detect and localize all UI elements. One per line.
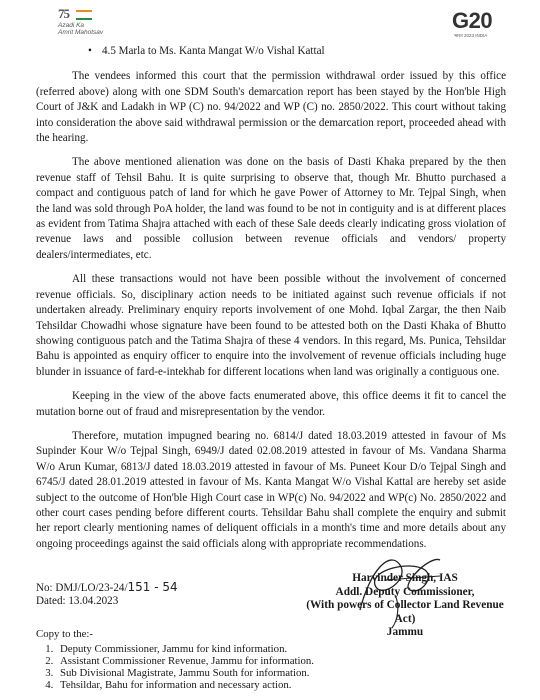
paragraph: Therefore, mutation impugned bearing no. 6814/J dated 18.03.2019 attested in favour of Ms Supinder Kour W/o Tejpal Singh, 6949/J dated 02.08.2019 attested in favour of Ms. Vandana Sharma W/o Arun Kumar, 6813/J dated 18.03.2019 attested in favour of Ms. Puneet Kour D/o Tejpal Singh and 6745/J dated 28.01.2019 attested in favour of Ms. Kanta Mangat W/o Vishal Kattal are hereby set aside subject to the outcome of Hon'ble High Court case in WP(c) No. 94/2022 and WP(c) No. 2850/2022 and other court cases pending before different courts. Tehsildar Bahu shall complete the enquiry and submit her report clearly mentioning names of deliquent officials in a month's time and more details about any ongoing proceedings against the said officials along with appropriate recommendations. <box>36 429 506 550</box>
g20-caption: भारत 2023 INDIA <box>454 33 488 38</box>
list-item: 3. Sub Divisional Magistrate, Jammu South for information. <box>56 668 314 680</box>
paragraph: Keeping in the view of the above facts enumerated above, this office deems it fit to cancel the mutation borne out of fraud and misrepresentation by the vendor. <box>36 390 506 418</box>
paragraph: All these transactions would not have been possible without the involvement of concerned revenue officials. So, disciplinary action needs to be initiated against such revenue officials if not undertaken already. Preliminary enquiry reports involvement of one Mohd. Iqbal Zargar, the then Naib Tehsildar Chowadhi whose signature have been found to be attested both on the Dasti Khaka of Bhutto showing contiguous patch and the Tatima Shajra of these 4 vendors. In this regard, Ms. Punica, Tehsildar Bahu is appointed as enquiry officer to enquire into the involvement of revenue officials including huge blunder in issuance of fard-e-intekhab for different locations when land was originally a contiguous one. <box>36 273 506 378</box>
signatory-block <box>300 572 510 640</box>
paragraph: The vendees informed this court that the permission withdrawal order issued by this office (referred above) along with one SDM South's demarcation report has been stayed by the Hon'ble High Court of J&K and Ladakh in WP (C) no. 94/2022 and WP (C) no. 2850/2022. This court without taking into consideration the above said withdrawal permission or the demarcation report, proceeded ahead with the hearing. <box>36 70 506 145</box>
handwritten-number: 151 - 54 <box>127 580 178 594</box>
copy-to-list <box>36 644 314 692</box>
logo-number: 75 <box>58 6 69 21</box>
list-item: 1. Deputy Commissioner, Jammu for kind information. <box>56 644 314 656</box>
reference-block <box>36 581 178 607</box>
list-item: 2. Assistant Commissioner Revenue, Jammu for information. <box>56 656 314 668</box>
signatory-name: Harvinder Singh, IAS <box>352 572 458 584</box>
signatory-place: Jammu <box>386 626 424 639</box>
azadi-ka-amrit-mahotsav-logo <box>58 6 114 40</box>
signatory-designation: Addl. Deputy Commissioner, <box>335 585 475 598</box>
signatory-powers: (With powers of Collector Land Revenue Act) <box>306 599 504 625</box>
logo-caption: Azadi Ka Amrit Mahotsav <box>58 22 104 36</box>
paragraph: The above mentioned alienation was done on the basis of Dasti Khaka prepared by the then revenue staff of Tehsil Bahu. It is quite surprising to observe that, though Mr. Bhutto purchased a compact and contiguous patch of land for which he gave Power of Attorney to Mr. Tejpal Singh, when the land was sold through PoA holder, the land was found to be not in contiguity and is at different places as evident from Tatima Shajra attached with each of these Sale deeds clearly indicating gross violation of revenue laws and possible collusion between revenue officials and vendors/ property dealers/intermediates, etc. <box>36 156 506 261</box>
letterhead <box>0 0 540 44</box>
reference-number: No: DMJ/LO/23-24/151 - 54 <box>36 580 178 594</box>
list-item: 4. Tehsildar, Bahu for information and necessary action. <box>56 680 314 692</box>
g20-wordmark: G20 <box>452 8 493 33</box>
bullet-item: • 4.5 Marla to Ms. Kanta Mangat W/o Vishal Kattal <box>36 44 506 59</box>
copy-to-block <box>36 629 314 692</box>
flag-icon <box>76 10 92 20</box>
bullet-icon: • <box>88 45 92 57</box>
order-body <box>36 44 506 561</box>
g20-logo <box>452 8 524 42</box>
reference-date: Dated: 13.04.2023 <box>36 594 119 607</box>
copy-to-heading: Copy to the:- <box>36 628 93 640</box>
